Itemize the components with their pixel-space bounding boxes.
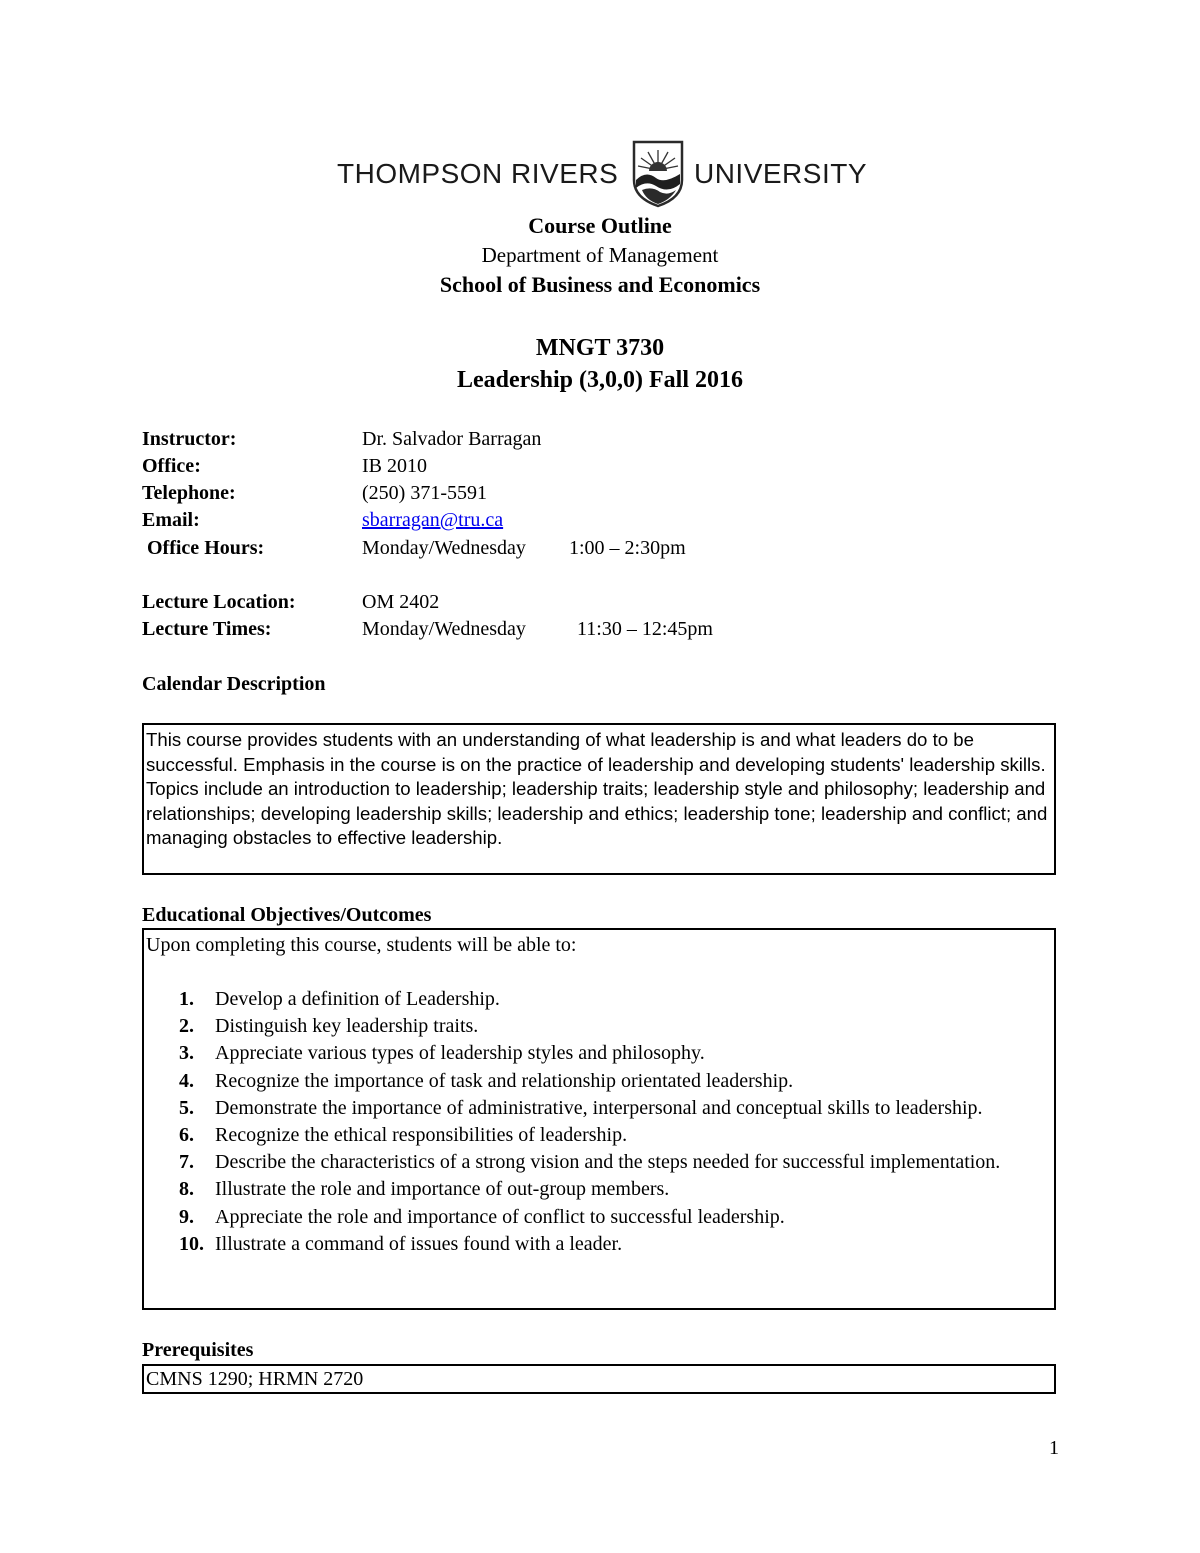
lecture-location-value: OM 2402 <box>362 591 440 613</box>
office-value: IB 2010 <box>362 455 427 477</box>
page-number: 1 <box>1049 1437 1059 1459</box>
university-logo <box>337 140 867 210</box>
item-number: 2. <box>179 1015 194 1038</box>
item-text: Appreciate various types of leadership styles and philosophy. <box>215 1042 705 1065</box>
instructor-value: Dr. Salvador Barragan <box>362 428 542 450</box>
logo-text-left: THOMPSON RIVERS <box>337 158 619 189</box>
item-text: Develop a definition of Leadership. <box>215 988 500 1010</box>
item-text: Illustrate the role and importance of out-group members. <box>215 1178 670 1201</box>
item-number: 6. <box>179 1124 194 1147</box>
item-text: Recognize the ethical responsibilities of leadership. <box>215 1124 628 1147</box>
objectives-heading: Educational Objectives/Outcomes <box>142 904 432 926</box>
objectives-box <box>142 928 1056 1310</box>
objectives-list <box>146 986 1048 1258</box>
telephone-value: (250) 371-5591 <box>362 482 487 504</box>
email-label: Email: <box>142 509 200 531</box>
department-name: Department of Management <box>481 243 719 267</box>
calendar-description-heading: Calendar Description <box>142 673 326 695</box>
calendar-description-box: This course provides students with an understanding of what leadership is and what leaders do to be successful. Emphasis in the course is on the practice of leadership and developing students' leadership skills. Topics include an introduction to leadership; leadership traits; leadership style and philosophy; leadership and relationships; developing leadership skills; leadership and ethics; leadership tone; leadership and conflict; and managing obstacles to effective leadership. <box>142 723 1056 875</box>
item-number: 4. <box>179 1069 194 1092</box>
email-link[interactable]: sbarragan@tru.ca <box>362 509 504 531</box>
logo-text-right: UNIVERSITY <box>693 158 867 189</box>
lecture-location-label: Lecture Location: <box>142 591 296 613</box>
instructor-label: Instructor: <box>142 428 237 450</box>
list-item <box>146 1204 1048 1231</box>
item-text: Appreciate the role and importance of conflict to successful leadership. <box>215 1205 785 1228</box>
item-number: 5. <box>179 1096 194 1119</box>
document-title: Course Outline <box>528 213 672 238</box>
list-item <box>146 1095 1048 1122</box>
item-text: Describe the characteristics of a strong vision and the steps needed for successful implementation. <box>215 1151 1001 1174</box>
list-item <box>146 986 1048 1013</box>
item-number: 1. <box>179 988 194 1010</box>
item-number: 10. <box>179 1232 204 1255</box>
course-title: Leadership (3,0,0) Fall 2016 <box>457 367 743 393</box>
prerequisites-heading: Prerequisites <box>142 1339 254 1361</box>
item-text: Distinguish key leadership traits. <box>215 1015 479 1038</box>
school-name: School of Business and Economics <box>439 272 761 297</box>
office-hours-time: 1:00 – 2:30pm <box>569 537 686 559</box>
item-text: Recognize the importance of task and relationship orientated leadership. <box>215 1069 794 1092</box>
list-item <box>146 1122 1048 1149</box>
lecture-times-label: Lecture Times: <box>142 618 272 640</box>
tru-crest-icon <box>632 140 684 208</box>
item-number: 9. <box>179 1205 194 1228</box>
item-text: Illustrate a command of issues found with a leader. <box>215 1232 623 1255</box>
office-hours-label: Office Hours: <box>147 537 265 559</box>
item-number: 8. <box>179 1178 194 1201</box>
list-item <box>146 1231 1048 1258</box>
office-hours-days: Monday/Wednesday <box>362 537 526 559</box>
item-number: 7. <box>179 1151 194 1174</box>
list-item <box>146 1040 1048 1067</box>
list-item <box>146 1013 1048 1040</box>
item-number: 3. <box>179 1042 194 1065</box>
list-item <box>146 1149 1048 1176</box>
lecture-times-days: Monday/Wednesday <box>362 618 526 640</box>
telephone-label: Telephone: <box>142 482 236 504</box>
course-code: MNGT 3730 <box>535 335 665 361</box>
list-item <box>146 1068 1048 1095</box>
item-text: Demonstrate the importance of administrative, interpersonal and conceptual skills to leadership. <box>215 1096 983 1119</box>
lecture-times-time: 11:30 – 12:45pm <box>577 618 713 640</box>
office-label: Office: <box>142 455 201 477</box>
list-item <box>146 1176 1048 1203</box>
prerequisites-box: CMNS 1290; HRMN 2720 <box>142 1364 1056 1394</box>
objectives-intro: Upon completing this course, students will be able to: <box>146 934 577 956</box>
